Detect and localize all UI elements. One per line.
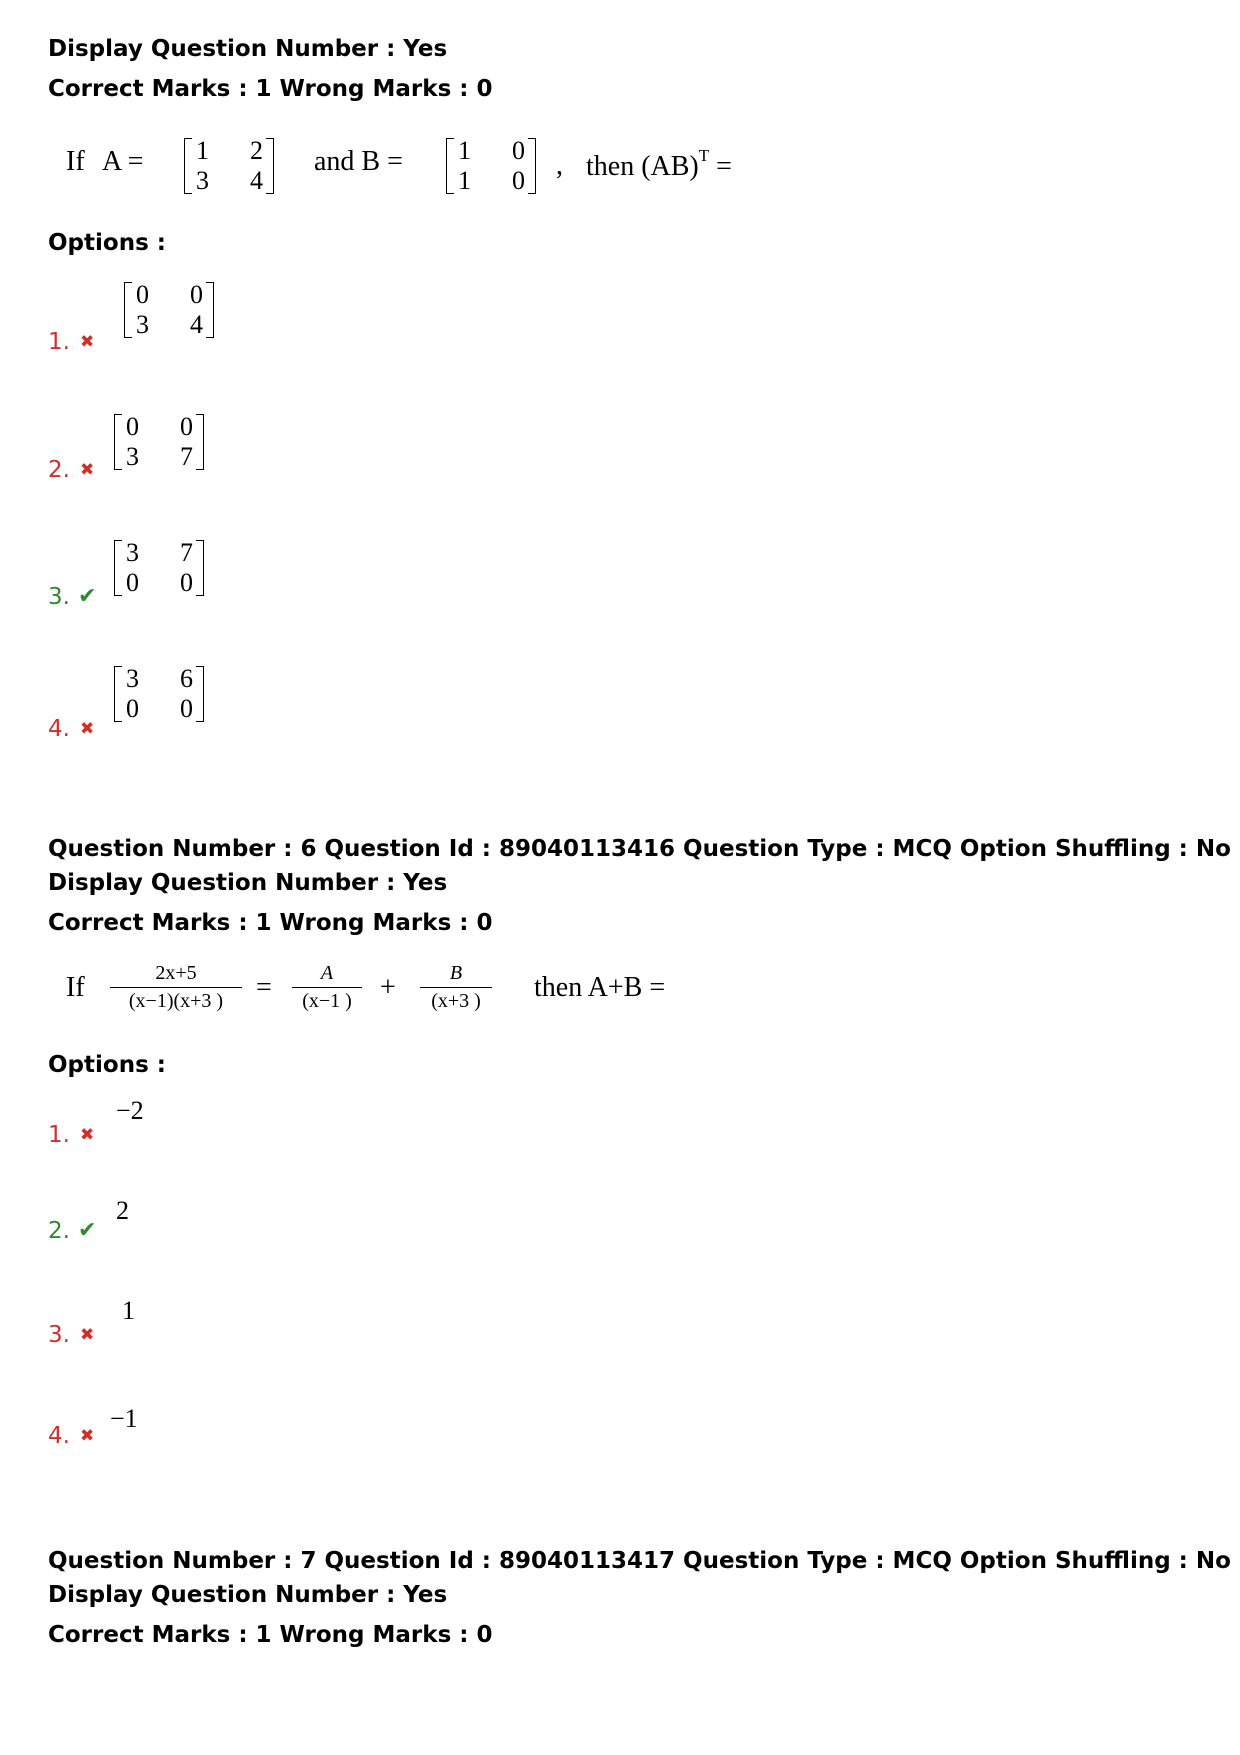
option-matrix: 3 6 0 0: [114, 664, 204, 724]
option-matrix: 3 7 0 0: [114, 538, 204, 598]
q5-comma: ,: [556, 150, 563, 181]
check-icon: ✔: [78, 584, 97, 609]
q6-if: If: [66, 972, 85, 1003]
q7-marks: Correct Marks : 1 Wrong Marks : 0: [48, 1622, 493, 1648]
wrong-icon: ✖: [80, 719, 95, 739]
wrong-icon: ✖: [80, 332, 95, 352]
wrong-icon: ✖: [80, 1426, 95, 1446]
wrong-icon: ✖: [80, 460, 95, 480]
option-number: 2.: [48, 457, 70, 483]
option-number: 4.: [48, 1423, 70, 1449]
q6-equals: =: [256, 972, 272, 1003]
option-number: 1.: [48, 329, 70, 355]
q6-fraction-a: A (x−1 ): [292, 962, 362, 1013]
option-number: 3.: [48, 1322, 70, 1348]
q6-options-label: Options :: [48, 1052, 166, 1078]
option-matrix: 0 0 3 7: [114, 412, 204, 472]
q5-a-eq: A =: [102, 146, 144, 177]
option-number: 2.: [48, 1218, 70, 1244]
option-value: 1: [122, 1296, 135, 1325]
q6-fraction-lhs: 2x+5 (x−1)(x+3 ): [110, 962, 242, 1013]
option-number: 1.: [48, 1122, 70, 1148]
q6-plus: +: [380, 972, 396, 1003]
q7-display-number: Display Question Number : Yes: [48, 1582, 448, 1608]
option-value: −2: [116, 1096, 144, 1125]
option-value: 2: [116, 1196, 129, 1225]
option-value: −1: [110, 1404, 138, 1433]
q5-display-number: Display Question Number : Yes: [48, 36, 448, 62]
q6-marks: Correct Marks : 1 Wrong Marks : 0: [48, 910, 493, 936]
q5-if: If: [66, 146, 85, 177]
q6-header: Question Number : 6 Question Id : 89040113416 Question Type : MCQ Option Shuffling : No: [48, 836, 1231, 862]
q6-display-number: Display Question Number : Yes: [48, 870, 448, 896]
q6-fraction-b: B (x+3 ): [420, 962, 492, 1013]
q6-then: then A+B =: [534, 972, 666, 1003]
q7-header: Question Number : 7 Question Id : 89040113417 Question Type : MCQ Option Shuffling : No: [48, 1548, 1231, 1574]
q5-marks: Correct Marks : 1 Wrong Marks : 0: [48, 76, 493, 102]
option-number: 3.: [48, 584, 70, 610]
wrong-icon: ✖: [80, 1125, 95, 1145]
option-matrix: 0 0 3 4: [124, 280, 214, 340]
q5-options-label: Options :: [48, 230, 166, 256]
check-icon: ✔: [78, 1218, 97, 1243]
option-number: 4.: [48, 716, 70, 742]
wrong-icon: ✖: [80, 1325, 95, 1345]
q5-matrix-b: 1 0 1 0: [446, 136, 536, 196]
q5-and-b: and B =: [314, 146, 403, 177]
q5-then: then (AB)$^T$ =: [586, 146, 732, 182]
q5-matrix-a: 1 2 3 4: [184, 136, 274, 196]
